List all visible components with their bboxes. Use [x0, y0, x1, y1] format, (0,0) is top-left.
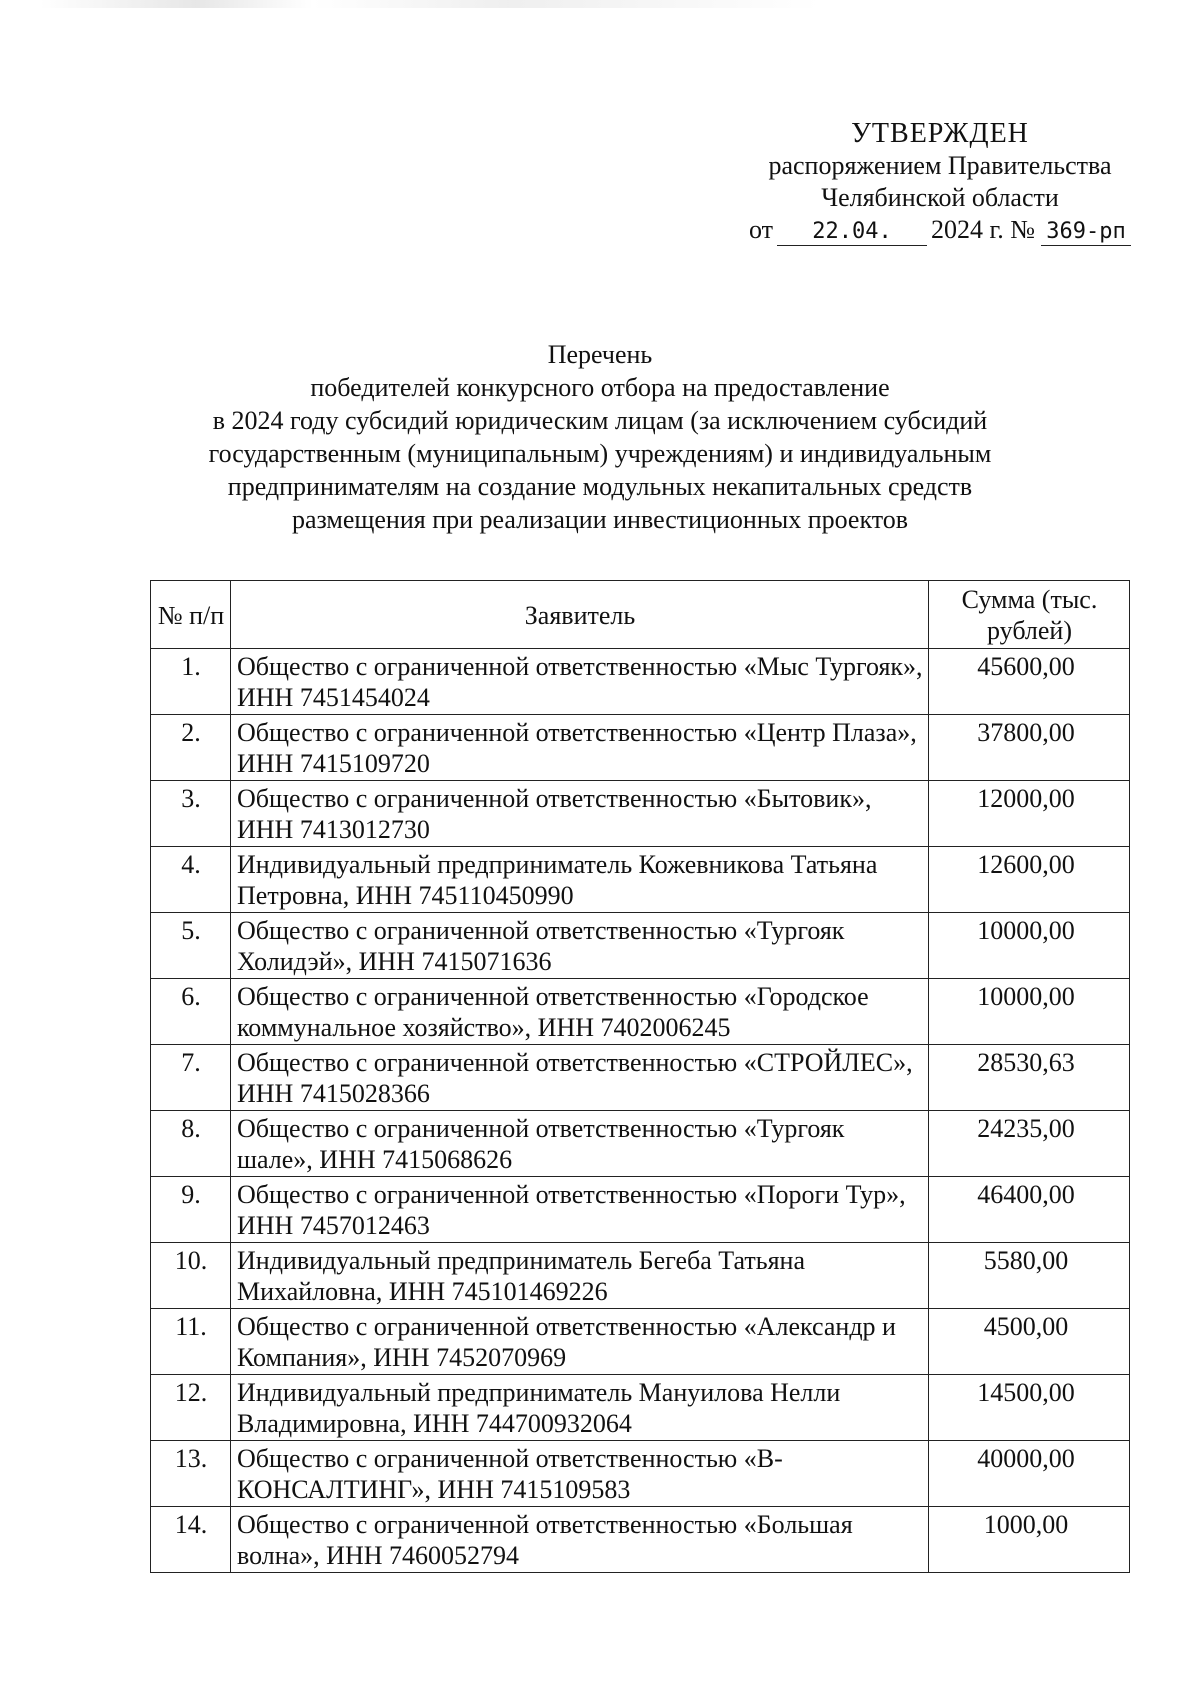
row-num: 9.	[151, 1177, 231, 1243]
row-num: 1.	[151, 649, 231, 715]
row-num: 14.	[151, 1507, 231, 1573]
row-applicant: Общество с ограниченной ответственностью «Мыс Тургояк», ИНН 7451454024	[231, 649, 929, 715]
approval-heading: УТВЕРЖДЕН	[851, 118, 1029, 149]
row-num: 2.	[151, 715, 231, 781]
table-row	[151, 1375, 1130, 1441]
title-line-1: Перечень	[547, 340, 653, 369]
table-row	[151, 979, 1130, 1045]
row-applicant: Общество с ограниченной ответственностью «Городское коммунальное хозяйство», ИНН 7402006245	[231, 979, 929, 1045]
approval-line-2: Челябинской области	[821, 183, 1059, 212]
date-value: 22.04.	[777, 219, 927, 246]
row-sum: 10000,00	[929, 979, 1130, 1045]
row-num: 5.	[151, 913, 231, 979]
row-applicant: Индивидуальный предприниматель Бегеба Татьяна Михайловна, ИНН 745101469226	[231, 1243, 929, 1309]
table-row	[151, 1441, 1130, 1507]
row-applicant: Общество с ограниченной ответственностью «В-КОНСАЛТИНГ», ИНН 7415109583	[231, 1441, 929, 1507]
row-applicant: Общество с ограниченной ответственностью «СТРОЙЛЕС», ИНН 7415028366	[231, 1045, 929, 1111]
row-sum: 10000,00	[929, 913, 1130, 979]
row-applicant: Общество с ограниченной ответственностью «Пороги Тур», ИНН 7457012463	[231, 1177, 929, 1243]
row-num: 3.	[151, 781, 231, 847]
row-num: 12.	[151, 1375, 231, 1441]
title-line-2: победителей конкурсного отбора на предоставление	[310, 373, 890, 402]
winners-table	[150, 580, 1130, 1573]
table-row	[151, 1111, 1130, 1177]
table-header-row	[151, 581, 1130, 649]
table-row	[151, 1309, 1130, 1375]
row-num: 10.	[151, 1243, 231, 1309]
header-applicant: Заявитель	[231, 581, 929, 649]
row-sum: 28530,63	[929, 1045, 1130, 1111]
year-text: 2024 г. №	[930, 215, 1036, 244]
row-sum: 37800,00	[929, 715, 1130, 781]
table-row	[151, 847, 1130, 913]
document-title	[150, 338, 1050, 536]
row-num: 11.	[151, 1309, 231, 1375]
row-applicant: Общество с ограниченной ответственностью «Тургояк Холидэй», ИНН 7415071636	[231, 913, 929, 979]
row-num: 4.	[151, 847, 231, 913]
approval-date-line	[720, 214, 1160, 246]
row-sum: 4500,00	[929, 1309, 1130, 1375]
table-row	[151, 715, 1130, 781]
table-row	[151, 649, 1130, 715]
row-applicant: Общество с ограниченной ответственностью «Центр Плаза», ИНН 7415109720	[231, 715, 929, 781]
row-sum: 46400,00	[929, 1177, 1130, 1243]
row-sum: 12600,00	[929, 847, 1130, 913]
row-applicant: Индивидуальный предприниматель Мануилова Нелли Владимировна, ИНН 744700932064	[231, 1375, 929, 1441]
row-applicant: Общество с ограниченной ответственностью «Тургояк шале», ИНН 7415068626	[231, 1111, 929, 1177]
title-line-3: в 2024 году субсидий юридическим лицам (за исключением субсидий	[212, 406, 988, 435]
row-applicant: Общество с ограниченной ответственностью «Александр и Компания», ИНН 7452070969	[231, 1309, 929, 1375]
title-line-5: предпринимателям на создание модульных некапитальных средств	[227, 472, 973, 501]
table-row	[151, 1243, 1130, 1309]
row-num: 6.	[151, 979, 231, 1045]
table-row	[151, 1045, 1130, 1111]
approval-line-1: распоряжением Правительства	[768, 151, 1112, 180]
row-sum: 14500,00	[929, 1375, 1130, 1441]
row-sum: 24235,00	[929, 1111, 1130, 1177]
row-applicant: Общество с ограниченной ответственностью «Большая волна», ИНН 7460052794	[231, 1507, 929, 1573]
header-num: № п/п	[151, 581, 231, 649]
row-sum: 5580,00	[929, 1243, 1130, 1309]
date-prefix: от	[748, 215, 773, 244]
row-num: 8.	[151, 1111, 231, 1177]
row-sum: 12000,00	[929, 781, 1130, 847]
row-sum: 40000,00	[929, 1441, 1130, 1507]
row-sum: 45600,00	[929, 649, 1130, 715]
header-sum: Сумма (тыс. рублей)	[929, 581, 1130, 649]
title-line-4: государственным (муниципальным) учреждениям) и индивидуальным	[208, 439, 992, 468]
row-applicant: Общество с ограниченной ответственностью «Бытовик», ИНН 7413012730	[231, 781, 929, 847]
row-applicant: Индивидуальный предприниматель Кожевникова Татьяна Петровна, ИНН 745110450990	[231, 847, 929, 913]
table-row	[151, 1507, 1130, 1573]
order-number: 369-рп	[1041, 219, 1131, 246]
approval-stamp-block	[720, 118, 1160, 246]
table-row	[151, 1177, 1130, 1243]
row-num: 7.	[151, 1045, 231, 1111]
title-line-6: размещения при реализации инвестиционных проектов	[291, 505, 909, 534]
scan-artifact	[40, 0, 820, 8]
row-num: 13.	[151, 1441, 231, 1507]
table-row	[151, 781, 1130, 847]
row-sum: 1000,00	[929, 1507, 1130, 1573]
table-row	[151, 913, 1130, 979]
